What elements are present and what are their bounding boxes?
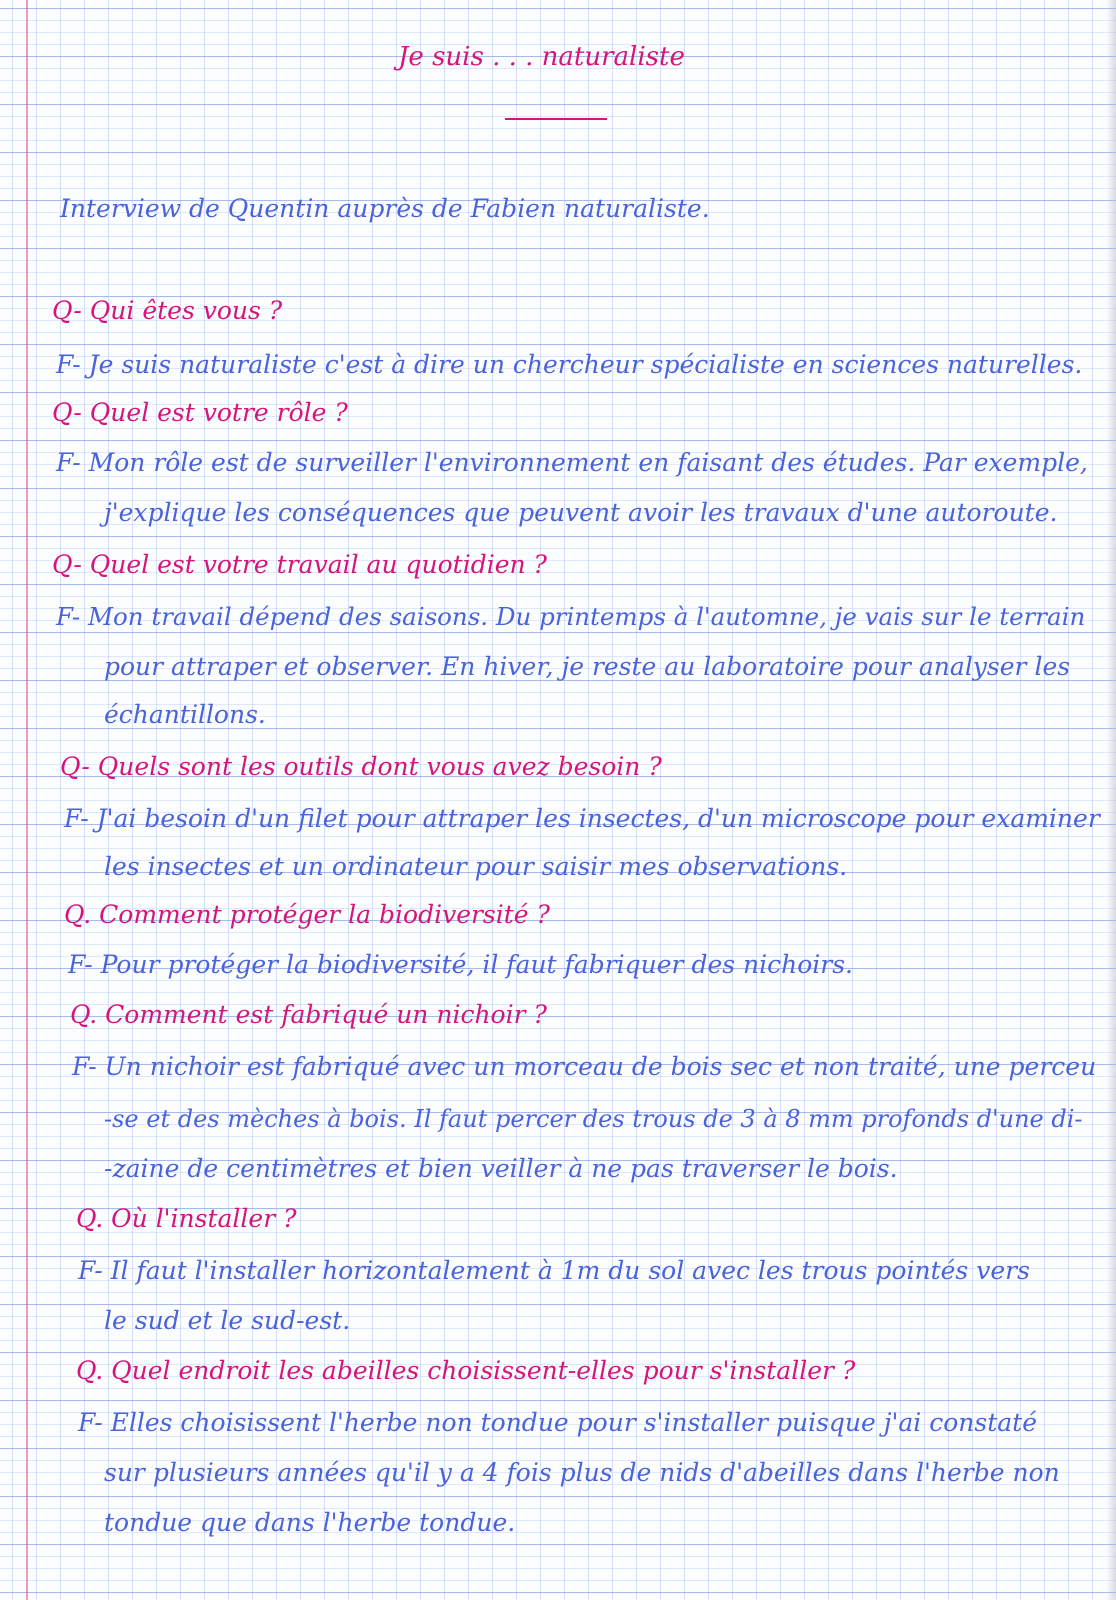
answer-line: -zaine de centimètres et bien veiller à ne pas traverser le bois.: [104, 1154, 898, 1183]
answer-line: j'explique les conséquences que peuvent avoir les travaux d'une autoroute.: [104, 498, 1058, 527]
intro-line: Interview de Quentin auprès de Fabien naturaliste.: [60, 194, 710, 223]
answer-line: pour attraper et observer. En hiver, je reste au laboratoire pour analyser les: [104, 652, 1071, 681]
scan-edge-shadow: [1106, 0, 1116, 1600]
question-line: Q. Où l'installer ?: [76, 1204, 297, 1233]
answer-line: F- Mon travail dépend des saisons. Du printemps à l'automne, je vais sur le terrain: [56, 602, 1086, 631]
answer-line: tondue que dans l'herbe tondue.: [104, 1508, 516, 1537]
answer-line: F- Je suis naturaliste c'est à dire un chercheur spécialiste en sciences naturelles.: [56, 350, 1083, 379]
answer-line: le sud et le sud-est.: [104, 1306, 351, 1335]
question-line: Q. Comment est fabriqué un nichoir ?: [70, 1000, 547, 1029]
page-title: Je suis . . . naturaliste: [398, 42, 685, 72]
answer-line: F- Pour protéger la biodiversité, il faut fabriquer des nichoirs.: [68, 950, 853, 979]
answer-line: F- Mon rôle est de surveiller l'environnement en faisant des études. Par exemple,: [56, 448, 1088, 477]
question-line: Q- Quels sont les outils dont vous avez besoin ?: [60, 752, 662, 781]
question-line: Q. Quel endroit les abeilles choisissent-elles pour s'installer ?: [76, 1356, 856, 1385]
question-line: Q. Comment protéger la biodiversité ?: [64, 900, 550, 929]
answer-line: F- J'ai besoin d'un filet pour attraper les insectes, d'un microscope pour examiner: [64, 804, 1100, 833]
answer-line: F- Il faut l'installer horizontalement à 1m du sol avec les trous pointés vers: [78, 1256, 1030, 1285]
question-line: Q- Qui êtes vous ?: [52, 296, 283, 325]
question-line: Q- Quel est votre travail au quotidien ?: [52, 550, 547, 579]
title-underline: [505, 118, 607, 120]
answer-line: -se et des mèches à bois. Il faut percer des trous de 3 à 8 mm profonds d'une di-: [104, 1105, 1083, 1133]
question-line: Q- Quel est votre rôle ?: [52, 398, 348, 427]
answer-line: les insectes et un ordinateur pour saisir mes observations.: [104, 852, 848, 881]
answer-line: F- Elles choisissent l'herbe non tondue pour s'installer puisque j'ai constaté: [78, 1408, 1037, 1437]
answer-line: F- Un nichoir est fabriqué avec un morceau de bois sec et non traité, une perceu: [72, 1052, 1097, 1081]
answer-line: sur plusieurs années qu'il y a 4 fois plus de nids d'abeilles dans l'herbe non: [104, 1458, 1060, 1487]
answer-line: échantillons.: [104, 700, 266, 729]
